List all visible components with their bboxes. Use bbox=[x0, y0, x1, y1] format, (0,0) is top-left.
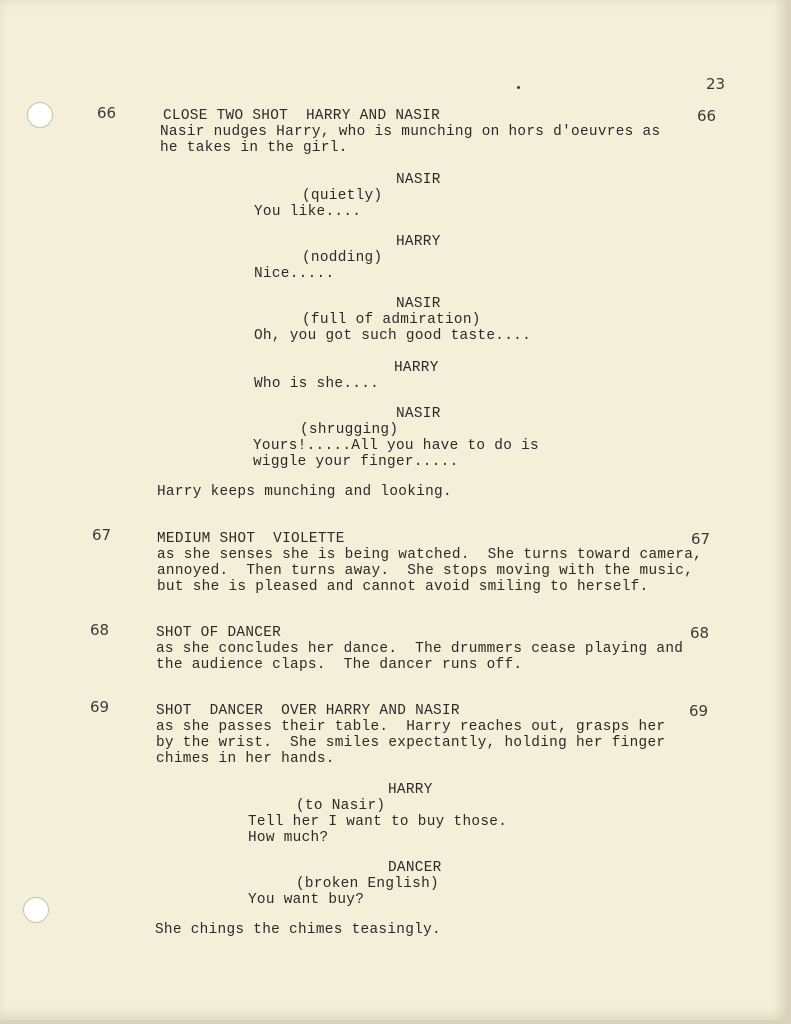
action-line: but she is pleased and cannot avoid smiling to herself. bbox=[157, 579, 649, 595]
dialogue-line: How much? bbox=[248, 830, 329, 846]
parenthetical: (broken English) bbox=[296, 876, 439, 892]
action-line: as she concludes her dance. The drummers cease playing and bbox=[156, 641, 684, 657]
parenthetical: (to Nasir) bbox=[296, 798, 386, 814]
action-line: he takes in the girl. bbox=[160, 140, 348, 156]
scene-number-left: 68 bbox=[90, 621, 110, 639]
dialogue-line: Oh, you got such good taste.... bbox=[254, 328, 532, 344]
scene-number-left: 69 bbox=[90, 698, 110, 716]
character-name: DANCER bbox=[388, 860, 442, 876]
action-line: Harry keeps munching and looking. bbox=[157, 484, 452, 500]
dialogue-line: Who is she.... bbox=[254, 376, 380, 392]
character-name: NASIR bbox=[396, 406, 441, 422]
parenthetical: (quietly) bbox=[302, 188, 383, 204]
action-line: annoyed. Then turns away. She stops moving with the music, bbox=[157, 563, 694, 579]
dialogue-line: wiggle your finger..... bbox=[253, 454, 459, 470]
character-name: NASIR bbox=[396, 172, 441, 188]
dialogue-line: Yours!.....All you have to do is bbox=[253, 438, 539, 454]
action-line: by the wrist. She smiles expectantly, holding her finger bbox=[156, 735, 666, 751]
page-number: 23 bbox=[706, 75, 726, 93]
character-name: HARRY bbox=[394, 360, 439, 376]
ink-speck bbox=[517, 86, 520, 89]
character-name: HARRY bbox=[396, 234, 441, 250]
dialogue-line: Nice..... bbox=[254, 266, 335, 282]
scene-number-right: 67 bbox=[691, 530, 711, 548]
action-line: as she senses she is being watched. She turns toward camera, bbox=[157, 547, 703, 563]
action-line: as she passes their table. Harry reaches out, grasps her bbox=[156, 719, 666, 735]
parenthetical: (shrugging) bbox=[300, 422, 399, 438]
scene-number-left: 67 bbox=[92, 526, 112, 544]
dialogue-line: You want buy? bbox=[248, 892, 365, 908]
scene-heading: CLOSE TWO SHOT HARRY AND NASIR bbox=[163, 108, 441, 124]
parenthetical: (nodding) bbox=[302, 250, 383, 266]
character-name: HARRY bbox=[388, 782, 433, 798]
action-line: the audience claps. The dancer runs off. bbox=[156, 657, 523, 673]
scene-heading: MEDIUM SHOT VIOLETTE bbox=[157, 531, 345, 547]
scene-heading: SHOT OF DANCER bbox=[156, 625, 282, 641]
action-line: Nasir nudges Harry, who is munching on hors d'oeuvres as bbox=[160, 124, 661, 140]
scene-number-right: 68 bbox=[690, 624, 710, 642]
dialogue-line: Tell her I want to buy those. bbox=[248, 814, 508, 830]
parenthetical: (full of admiration) bbox=[302, 312, 481, 328]
action-line: chimes in her hands. bbox=[156, 751, 335, 767]
dialogue-line: You like.... bbox=[254, 204, 362, 220]
scene-number-left: 66 bbox=[97, 104, 117, 122]
binder-hole-bottom bbox=[23, 897, 49, 923]
scene-number-right: 69 bbox=[689, 702, 709, 720]
binder-hole-top bbox=[27, 102, 53, 128]
scene-heading: SHOT DANCER OVER HARRY AND NASIR bbox=[156, 703, 460, 719]
scene-number-right: 66 bbox=[697, 107, 717, 125]
action-line: She chings the chimes teasingly. bbox=[155, 922, 441, 938]
character-name: NASIR bbox=[396, 296, 441, 312]
